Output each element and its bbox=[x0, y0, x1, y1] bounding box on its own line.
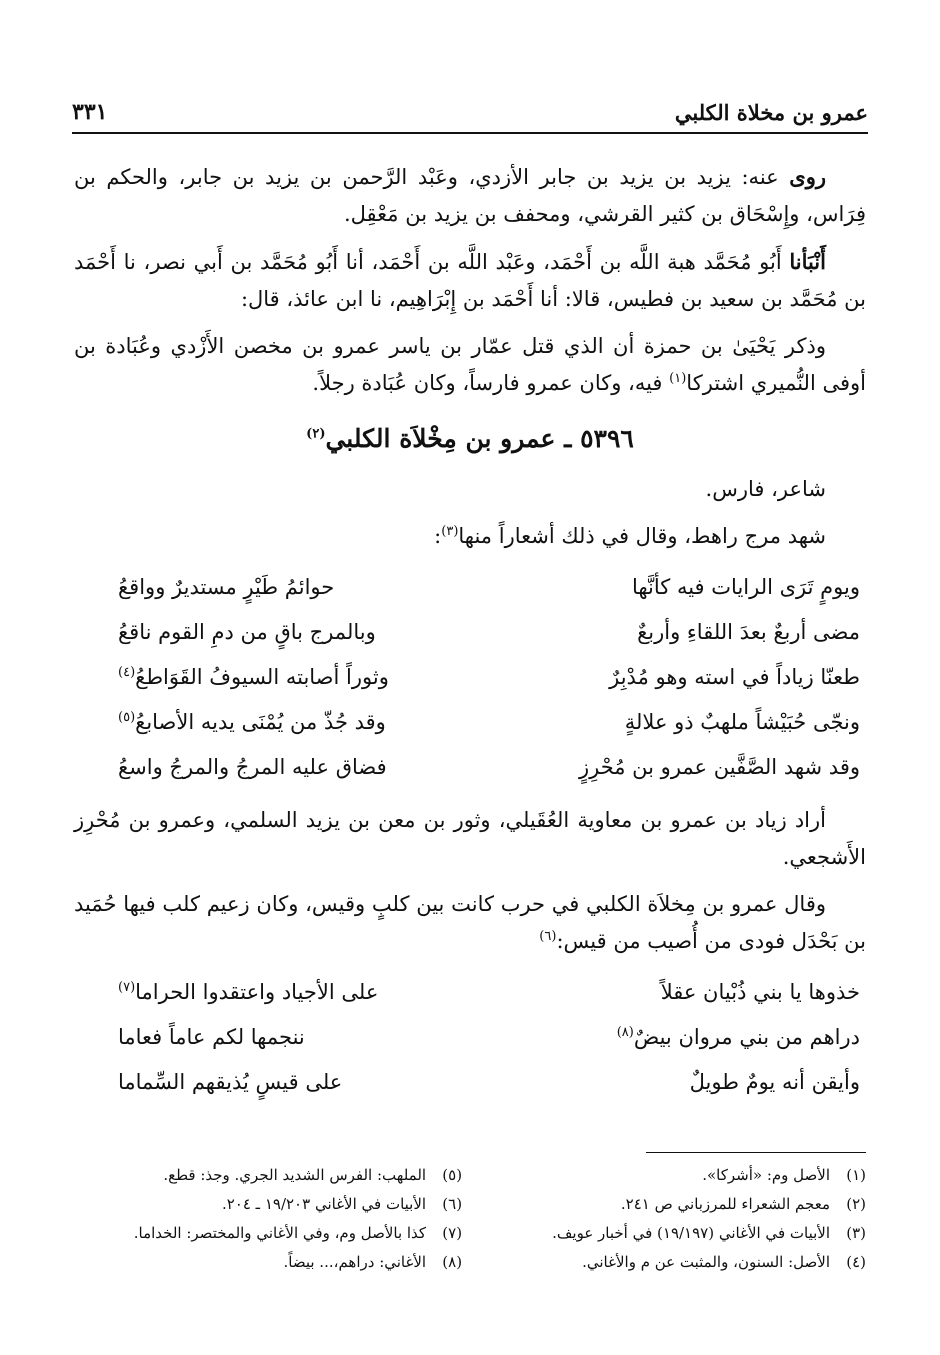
footnote-text: الأبيات في الأغاني ١٩/٢٠٣ ـ ٢٠٤. bbox=[221, 1195, 427, 1213]
verse-line bbox=[74, 655, 866, 700]
footnote-text: معجم الشعراء للمرزباني ص ٢٤١. bbox=[620, 1195, 830, 1213]
verse-first-hemistich bbox=[519, 974, 860, 1011]
verse-second-hemistich bbox=[118, 614, 459, 651]
footnote bbox=[478, 1161, 866, 1190]
paragraph-isnad bbox=[74, 243, 866, 318]
hemistich-text: خذوها يا بني ذُبْيان عقلاً bbox=[660, 980, 860, 1004]
footnote-number: (٤) bbox=[846, 1253, 866, 1271]
verse-line bbox=[74, 565, 866, 610]
footnote-number: (٦) bbox=[442, 1195, 463, 1213]
footnote-text: الأبيات في الأغاني (١٩/١٩٧) في أخبار عويف. bbox=[552, 1224, 830, 1242]
paragraph-poem-intro bbox=[74, 518, 866, 555]
footnote-ref[interactable]: (٦) bbox=[539, 929, 557, 944]
hemistich-text: وأيقن أنه يومٌ طويلٌ bbox=[689, 1070, 860, 1094]
verse-line bbox=[74, 745, 866, 790]
footnote-text: الأصل وم: «أشركا». bbox=[702, 1166, 830, 1184]
hemistich-text: حوائمُ طَيْرٍ مستديرٌ وواقعُ bbox=[118, 575, 335, 599]
main-text bbox=[74, 158, 866, 1117]
footnote-text: كذا بالأصل وم، وفي الأغاني والمختصر: الخداما. bbox=[133, 1224, 427, 1242]
footnote bbox=[74, 1161, 462, 1190]
hemistich-text: ننجمها لكم عاماً فعاما bbox=[118, 1025, 305, 1049]
footnote-column-right bbox=[478, 1161, 866, 1277]
paragraph-explanation bbox=[74, 802, 866, 876]
poem-2 bbox=[74, 970, 866, 1105]
paragraph-text: وقال عمرو بن مِخلاَة الكلبي في حرب كانت بين كلبٍ وقيس، وكان زعيم كلب فيها حُمَيد بن بَحْدَل فودى من أُصيب من قيس: bbox=[74, 892, 866, 953]
footnote-columns bbox=[74, 1161, 866, 1277]
footnote-ref[interactable]: (٧) bbox=[118, 980, 136, 995]
footnote-number: (٧) bbox=[442, 1224, 463, 1242]
verse-line bbox=[74, 610, 866, 655]
footnote-number: (٨) bbox=[442, 1253, 463, 1271]
hemistich-text: على الأجياد واعتقدوا الحراما bbox=[135, 980, 379, 1004]
paragraph-text: وذكر يَحْيَىٰ بن حمزة أن الذي قتل عمّار بن ياسر عمرو بن مخصن الأَزْدي وعُبَادة بن أوفى النُّميري اشتركا bbox=[74, 334, 866, 395]
paragraph-text: أراد زياد بن عمرو بن معاوية العُقَيلي، وثور بن معن بن يزيد السلمي، وعمرو بن مُحْرِز الأَشجعي. bbox=[74, 808, 866, 869]
verse-line bbox=[74, 970, 866, 1015]
verse-first-hemistich: مضى أربعٌ بعدَ اللقاءِ وأربعٌ bbox=[637, 620, 860, 644]
hemistich-text: دراهم من بني مروان بيضٌ bbox=[633, 1025, 860, 1049]
running-title: عمرو بن مخلاة الكلبي bbox=[674, 99, 868, 125]
verse-second-hemistich bbox=[118, 659, 459, 696]
verse-second-hemistich bbox=[118, 704, 459, 741]
verse-second-hemistich bbox=[118, 974, 459, 1011]
verse-second-hemistich bbox=[118, 1064, 459, 1101]
verse-first-hemistich: طعنّا زياداً في استه وهو مُدْبِرٌ bbox=[609, 665, 860, 689]
verse-line bbox=[74, 1060, 866, 1105]
footnote-ref[interactable]: (١) bbox=[669, 371, 687, 386]
paragraph-text: شاعر، فارس. bbox=[705, 477, 826, 501]
footnotes bbox=[74, 1152, 866, 1277]
verse-second-hemistich bbox=[118, 569, 459, 606]
footnote-number: (٥) bbox=[442, 1166, 463, 1184]
hemistich-text: وبالمرج باقٍ من دمِ القوم ناقعُ bbox=[118, 620, 376, 644]
paragraph-text: شهد مرج راهط، وقال في ذلك أشعاراً منها bbox=[458, 524, 826, 548]
poem-1 bbox=[74, 565, 866, 790]
footnote-text: الأصل: السنون، والمثبت عن م والأغاني. bbox=[582, 1253, 830, 1271]
verse-first-hemistich bbox=[519, 1064, 860, 1101]
footnote-ref[interactable]: (٣) bbox=[441, 524, 459, 539]
verse-first-hemistich bbox=[519, 1019, 860, 1056]
paragraph-text: : bbox=[434, 524, 442, 548]
verse-first-hemistich: ونجّى حُبَيْشاً ملهبٌ ذو علالةٍ bbox=[624, 710, 860, 734]
footnote-ref[interactable]: (٥) bbox=[118, 710, 136, 725]
paragraph-lead: روى bbox=[789, 164, 826, 189]
paragraph-description bbox=[74, 471, 866, 508]
entry-title bbox=[74, 420, 866, 457]
page-number: ٣٣١ bbox=[72, 99, 108, 125]
footnote-ref[interactable]: (٢) bbox=[306, 426, 326, 442]
page-header bbox=[72, 92, 868, 134]
footnote-number: (٢) bbox=[846, 1195, 866, 1213]
footnote bbox=[74, 1190, 462, 1219]
verse-second-hemistich bbox=[118, 749, 459, 786]
footnote-text: الأغاني: دراهم،... بيضاً. bbox=[283, 1253, 427, 1271]
footnote-divider bbox=[646, 1152, 866, 1153]
footnote-number: (١) bbox=[846, 1166, 866, 1184]
footnote-column-left bbox=[74, 1161, 462, 1277]
footnote-text: الملهب: الفرس الشديد الجري. وجذ: قطع. bbox=[163, 1166, 427, 1184]
footnote bbox=[478, 1190, 866, 1219]
verse-line bbox=[74, 1015, 866, 1060]
paragraph-text: أَبُو مُحَمَّد هبة اللَّه بن أَحْمَد، وعَبْد اللَّه بن أَحْمَد، أنا أَبُو مُحَمَّد بن أَبي نصر، نا أَحْمَد بن مُحَمَّد بن سعيد بن فطيس، قالا: أنا أَحْمَد بن إِبْرَاهِيم، نا ابن عائذ، قال: bbox=[74, 250, 866, 311]
entry-title-text: ٥٣٩٦ ـ عمرو بن مِخْلاَة الكلبي bbox=[325, 424, 634, 453]
footnote-ref[interactable]: (٤) bbox=[118, 665, 136, 680]
paragraph-text: عنه: يزيد بن يزيد بن جابر الأزدي، وعَبْد الرَّحمن بن يزيد بن جابر، والحكم بن فِرَاس، وإِسْحَاق بن كثير القرشي، ومحفف بن يزيد بن مَعْقِل. bbox=[74, 165, 866, 226]
footnote bbox=[478, 1219, 866, 1248]
footnote bbox=[74, 1248, 462, 1277]
verse-second-hemistich bbox=[118, 1019, 459, 1056]
hemistich-text: على قيسٍ يُذيقهم السِّماما bbox=[118, 1070, 343, 1094]
paragraph-narrators bbox=[74, 158, 866, 233]
hemistich-text: وقد جُذّ من يُمْنَى يديه الأصابعُ bbox=[135, 710, 386, 734]
paragraph-poem-intro bbox=[74, 886, 866, 960]
hemistich-text: وثوراً أصابته السيوفُ القَوَاطعُ bbox=[135, 665, 389, 689]
verse-first-hemistich: ويومٍ تَرَى الرايات فيه كأنَّها bbox=[631, 575, 860, 599]
verse-first-hemistich: وقد شهد الصَّفَّين عمرو بن مُحْرِزٍ bbox=[578, 755, 860, 779]
footnote bbox=[478, 1248, 866, 1277]
paragraph-report bbox=[74, 328, 866, 402]
hemistich-text: فضاق عليه المرجُ والمرجُ واسعُ bbox=[118, 755, 387, 779]
footnote bbox=[74, 1219, 462, 1248]
footnote-ref[interactable]: (٨) bbox=[616, 1025, 634, 1040]
paragraph-text: فيه، وكان عمرو فارساً، وكان عُبَادة رجلاً. bbox=[312, 371, 670, 395]
footnote-number: (٣) bbox=[846, 1224, 866, 1242]
verse-line bbox=[74, 700, 866, 745]
paragraph-lead: أَنْبَأنا bbox=[789, 249, 826, 274]
